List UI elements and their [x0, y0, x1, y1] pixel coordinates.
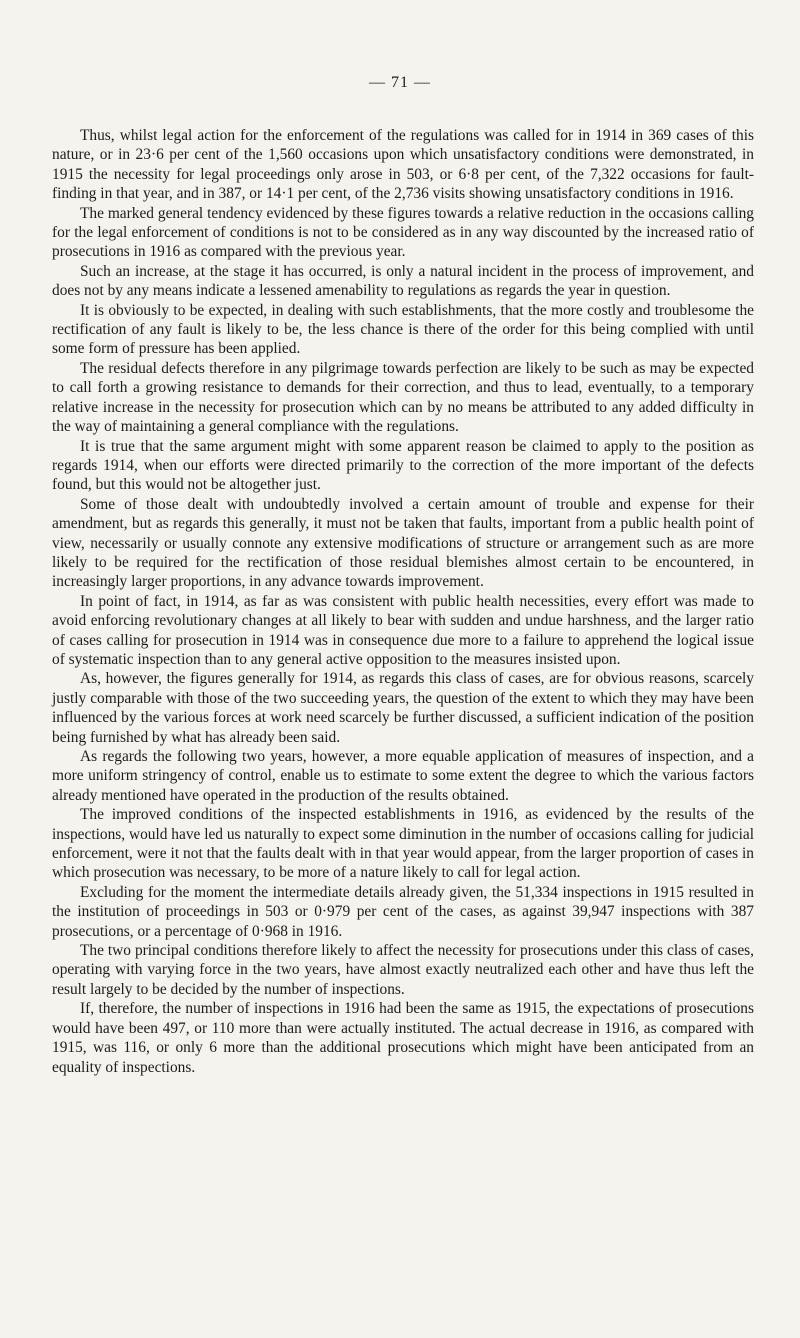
- paragraph: Thus, whilst legal action for the enforcement of the regulations was called for in 1914 in 369 cases of this nature, or in 23·6 per cent of the 1,560 occasions upon which unsatisfactory conditions were demonstrated, in 1915 the necessity for legal proceedings only arose in 503, or 6·8 per cent, of the 7,322 occasions for fault-finding in that year, and in 387, or 14·1 per cent, of the 2,736 visits showing unsatisfactory conditions in 1916.: [52, 127, 754, 203]
- paragraph: It is true that the same argument might with some apparent reason be claimed to apply to the position as regards 1914, when our efforts were directed primarily to the correction of the more important of the defects found, but this would not be altogether just.: [52, 437, 754, 494]
- paragraph: Excluding for the moment the intermediate details already given, the 51,334 inspections in 1915 resulted in the institution of proceedings in 503 or 0·979 per cent of the cases, as against 39,947 inspections with 387 prosecutions, or a percentage of 0·968 in 1916.: [52, 883, 754, 940]
- paragraph: Some of those dealt with undoubtedly involved a certain amount of trouble and expense for their amendment, but as regards this generally, it must not be taken that faults, important from a public health point of view, necessarily or usually connote any extensive modifications of structure or arrangement such as are more likely to be required for the rectification of those residual blemishes almost certain to be encountered, in increasingly larger proportions, in any advance towards improvement.: [52, 495, 754, 591]
- paragraph: The improved conditions of the inspected establishments in 1916, as evidenced by the results of the inspections, would have led us naturally to expect some diminution in the number of occasions calling for judicial enforcement, were it not that the faults dealt with in that year would appear, from the larger proportion of cases in which prosecution was necessary, to be more of a nature likely to call for legal action.: [52, 806, 754, 882]
- paragraph: The marked general tendency evidenced by these figures towards a relative reduction in the occasions calling for the legal enforcement of conditions is not to be considered as in any way discounted by the increased ratio of prosecutions in 1916 as compared with the previous year.: [52, 204, 754, 261]
- paragraph: Such an increase, at the stage it has occurred, is only a natural incident in the process of improvement, and does not by any means indicate a lessened amenability to regulations as regards the year in question.: [52, 262, 754, 300]
- paragraph: If, therefore, the number of inspections in 1916 had been the same as 1915, the expectations of prosecutions would have been 497, or 110 more than were actually instituted. The actual decrease in 1916, as compared with 1915, was 116, or only 6 more than the additional prosecutions which might have been anticipated from an equality of inspections.: [52, 1000, 754, 1076]
- body-text: [52, 126, 754, 1077]
- paragraph: It is obviously to be expected, in dealing with such establishments, that the more costly and troublesome the rectification of any fault is likely to be, the less chance is there of the order for this being complied with until some form of pressure has been applied.: [52, 301, 754, 358]
- paragraph: The two principal conditions therefore likely to affect the necessity for prosecutions under this class of cases, operating with varying force in the two years, have almost exactly neutralized each other and have thus left the result largely to be decided by the number of inspections.: [52, 942, 754, 998]
- page-number: — 71 —: [369, 74, 431, 91]
- paragraph: As, however, the figures generally for 1914, as regards this class of cases, are for obvious reasons, scarcely justly comparable with those of the two succeeding years, the question of the extent to which they may have been influenced by the various forces at work need scarcely be further discussed, a sufficient indication of the position being furnished by what has already been said.: [52, 670, 754, 746]
- paragraph: As regards the following two years, however, a more equable application of measures of inspection, and a more uniform stringency of control, enable us to estimate to some extent the degree to which the various factors already mentioned have operated in the production of the results obtained.: [52, 748, 754, 804]
- paragraph: The residual defects therefore in any pilgrimage towards perfection are likely to be such as may be expected to call forth a growing resistance to demands for their correction, and thus to lead, eventually, to a temporary relative increase in the necessity for prosecution which can by no means be attributed to any added difficulty in the way of maintaining a general compliance with the regulations.: [52, 359, 754, 436]
- paragraph: In point of fact, in 1914, as far as was consistent with public health necessities, every effort was made to avoid enforcing revolutionary changes at all likely to bear with sudden and undue harshness, and the larger ratio of cases calling for prosecution in 1914 was in consequence due more to a failure to apprehend the logical issue of systematic inspection than to any general active opposition to the measures insisted upon.: [52, 592, 754, 668]
